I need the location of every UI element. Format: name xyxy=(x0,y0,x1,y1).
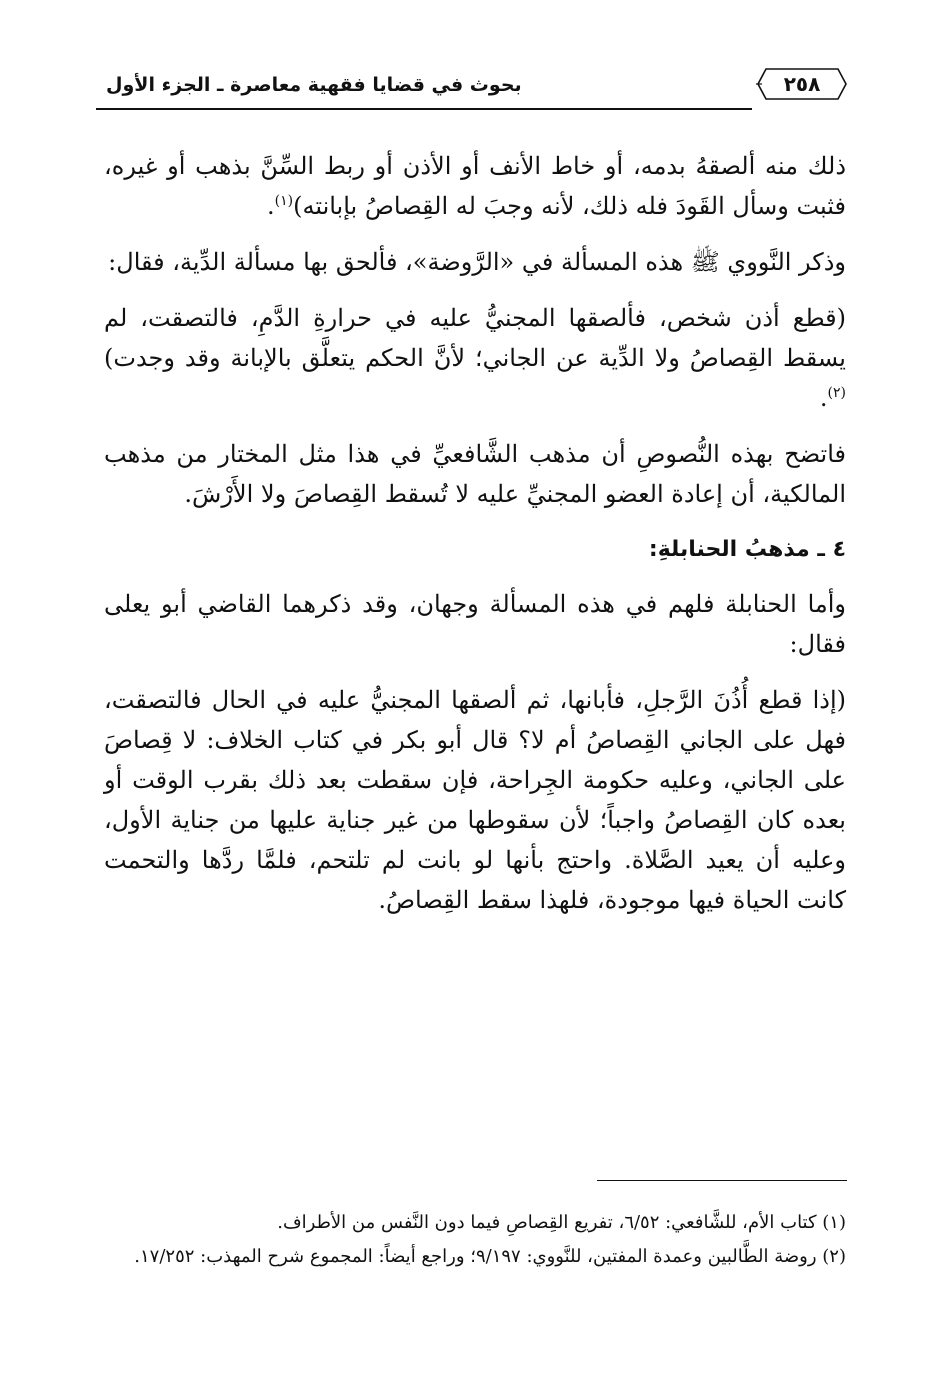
paragraph-4: فاتضح بهذه النُّصوصِ أن مذهب الشَّافعيِّ في هذا مثل المختار من مذهب المالكية، أن إعادة العضو المجنيِّ عليه لا تُسقط القِصاصَ ولا الأَرْشَ. xyxy=(104,440,846,508)
footnote-ref-2: (٢) xyxy=(827,385,846,401)
paragraph-5: وأما الحنابلة فلهم في هذه المسألة وجهان، وقد ذكرهما القاضي أبو يعلى فقال: xyxy=(104,590,846,658)
quote-2: (إذا قطع أُذُنَ الرَّجلِ، فأبانها، ثم ألصقها المجنيُّ عليه في الحال فالتصقت، فهل على الجاني القِصاصُ أم لا؟ قال أبو بكر في كتاب الخلاف: لا قِصاصَ على الجاني، وعليه حكومة الجِراحة، فإن سقطت بعد ذلك بقرب الوقت أو بعده كان القِصاصُ واجباً؛ لأن سقوطها من غير جناية عليها من جناية الأول، وعليه أن يعيد الصَّلاة. واحتج بأنها لو بانت لم تلتحم، فلمَّا ردَّها والتحمت كانت الحياة فيها موجودة، فلهذا سقط القِصاصُ. xyxy=(104,686,846,914)
footnote-2: (٢) روضة الطَّالبين وعمدة المفتين، للنَّووي: ٩/١٩٧؛ وراجع أيضاً: المجموع شرح المهذب: ١٧/٢٥٢. xyxy=(134,1246,846,1267)
page-number-frame xyxy=(756,66,848,102)
footnote-1: (١) كتاب الأم، للشَّافعي: ٦/٥٢، تفريع القِصاصِ فيما دون النَّفس من الأطراف. xyxy=(277,1212,846,1233)
paragraph-1-text: ذلك منه ألصقهُ بدمه، أو خاط الأنف أو الأذن أو ربط السِّنَّ بذهب أو غيره، فثبت وسأل القَودَ فله ذلك، لأنه وجبَ له القِصاصُ بإبانته) xyxy=(104,152,846,220)
page-header xyxy=(96,62,848,118)
quote-1-text: (قطع أذن شخص، فألصقها المجنيُّ عليه في حرارةِ الدَّمِ، فالتصقت، لم يسقط القِصاصُ ولا الدِّية عن الجاني؛ لأنَّ الحكم يتعلَّق بالإبانة وقد وجدت) xyxy=(104,304,846,372)
footnote-separator xyxy=(597,1180,847,1181)
running-title: بحوث في قضايا فقهية معاصرة ـ الجزء الأول xyxy=(106,74,522,96)
quote-1 xyxy=(104,298,846,418)
footnotes xyxy=(104,1206,846,1274)
paragraph-1-end: . xyxy=(266,192,275,220)
paragraph-2: وذكر النَّووي ﷺ هذه المسألة في «الرَّوضة»، فألحق بها مسألة الدِّية، فقال: xyxy=(108,248,846,276)
header-rule xyxy=(96,108,752,110)
section-heading: ٤ ـ مذهبُ الحنابلةِ: xyxy=(648,537,846,562)
paragraph-1 xyxy=(104,146,846,226)
main-text xyxy=(104,146,846,936)
footnote-ref-1: (١) xyxy=(274,193,294,209)
page-number: ٢٥٨ xyxy=(783,72,821,96)
quote-1-end: . xyxy=(819,384,828,412)
